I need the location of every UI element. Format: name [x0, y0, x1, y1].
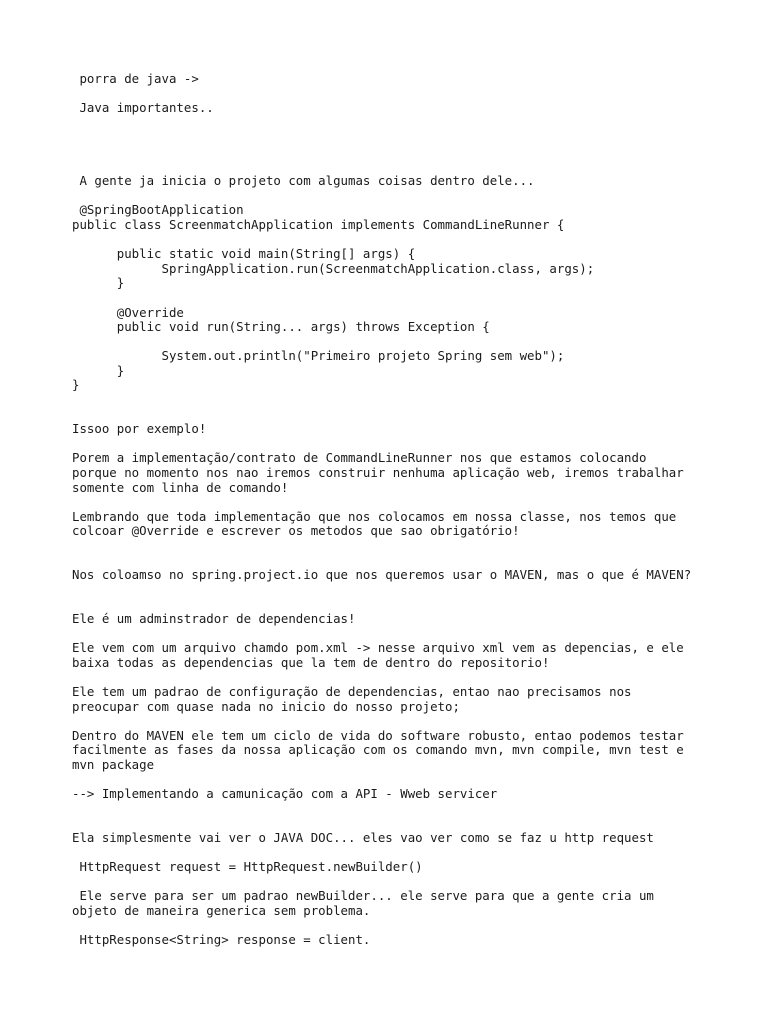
text-line: objeto de maneira generica sem problema.	[72, 902, 371, 918]
blank-line	[72, 845, 722, 860]
blank-line	[72, 233, 722, 248]
text-line: Java importantes..	[72, 100, 214, 116]
blank-line	[72, 918, 722, 933]
blank-line	[72, 189, 722, 204]
text-line: A gente ja inicia o projeto com algumas coisas dentro dele...	[72, 173, 535, 189]
text-line: System.out.println("Primeiro projeto Spring sem web");	[72, 348, 565, 364]
text-line: somente com linha de comando!	[72, 479, 289, 495]
blank-line	[72, 714, 722, 729]
document-page	[72, 72, 722, 948]
blank-line	[72, 130, 722, 145]
text-line: Issoo por exemplo!	[72, 421, 207, 437]
text-line: colcoar @Override e escrever os metodos que sao obrigatório!	[72, 523, 520, 539]
text-line: public static void main(String[] args) {	[72, 246, 416, 262]
text-line: Lembrando que toda implementação que nos colocamos em nossa classe, nos temos que	[72, 508, 677, 524]
blank-line	[72, 335, 722, 350]
blank-line	[72, 87, 722, 102]
blank-line	[72, 583, 722, 598]
blank-line	[72, 116, 722, 131]
blank-line	[72, 627, 722, 642]
text-line: Ele serve para ser um padrao newBuilder... ele serve para que a gente cria um	[72, 888, 654, 904]
text-line: Ele tem um padrao de configuração de dependencias, entao nao precisamos nos	[72, 683, 632, 699]
blank-line	[72, 816, 722, 831]
text-line: @Override	[72, 304, 184, 320]
blank-line	[72, 554, 722, 569]
text-line: HttpRequest request = HttpRequest.newBuilder()	[72, 859, 423, 875]
blank-line	[72, 802, 722, 817]
text-line: }	[72, 377, 80, 393]
text-line: }	[72, 362, 125, 378]
text-line: public void run(String... args) throws Exception {	[72, 319, 490, 335]
text-line: SpringApplication.run(ScreenmatchApplication.class, args);	[72, 260, 595, 276]
text-line: Nos coloamso no spring.project.io que nos queremos usar o MAVEN, mas o que é MAVEN?	[72, 567, 692, 583]
text-line: }	[72, 275, 125, 291]
blank-line	[72, 539, 722, 554]
text-line: HttpResponse<String> response = client.	[72, 932, 371, 948]
text-line: Dentro do MAVEN ele tem um ciclo de vida do software robusto, entao podemos testar	[72, 727, 684, 743]
blank-line	[72, 291, 722, 306]
text-line: porque no momento nos nao iremos construir nenhuma aplicação web, iremos trabalhar	[72, 465, 684, 481]
blank-line	[72, 773, 722, 788]
text-line: Ele vem com um arquivo chamdo pom.xml -> nesse arquivo xml vem as depencias, e ele	[72, 640, 684, 656]
text-line: public class ScreenmatchApplication implements CommandLineRunner {	[72, 216, 565, 232]
blank-line	[72, 670, 722, 685]
blank-line	[72, 597, 722, 612]
blank-line	[72, 393, 722, 408]
blank-line	[72, 875, 722, 890]
text-line: porra de java ->	[72, 71, 199, 86]
blank-line	[72, 495, 722, 510]
blank-line	[72, 437, 722, 452]
text-line: Ela simplesmente vai ver o JAVA DOC... eles vao ver como se faz u http request	[72, 829, 654, 845]
blank-line	[72, 145, 722, 160]
text-line: baixa todas as dependencias que la tem de dentro do repositorio!	[72, 654, 550, 670]
text-line: facilmente as fases da nossa aplicação com os comando mvn, mvn compile, mvn test e	[72, 742, 684, 758]
text-line: Ele é um adminstrador de dependencias!	[72, 610, 356, 626]
blank-line	[72, 408, 722, 423]
text-line: mvn package	[72, 756, 155, 772]
text-line: --> Implementando a camunicação com a API - Wweb servicer	[72, 786, 498, 802]
text-line: preocupar com quase nada no inicio do nosso projeto;	[72, 698, 460, 714]
text-line: Porem a implementação/contrato de CommandLineRunner nos que estamos colocando	[72, 450, 647, 466]
blank-line	[72, 160, 722, 175]
text-line: @SpringBootApplication	[72, 202, 244, 218]
